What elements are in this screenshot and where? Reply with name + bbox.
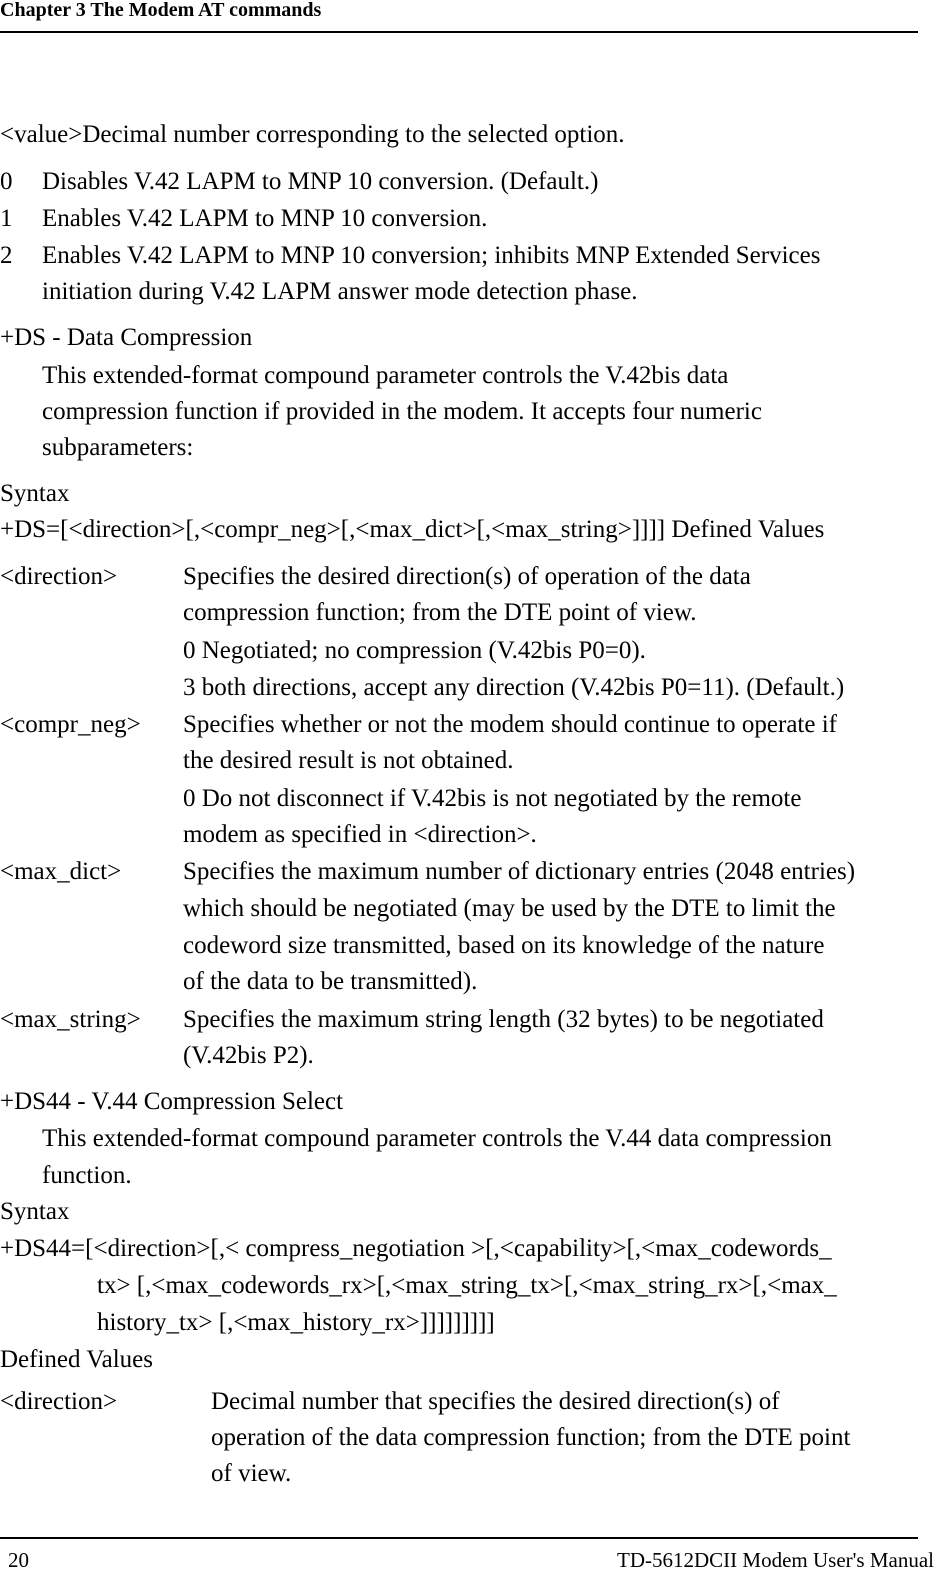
param-desc: Decimal number that specifies the desired direction(s) of (211, 1388, 780, 1415)
param-name: <max_dict> (0, 858, 122, 885)
param-name: <max_string> (0, 1006, 141, 1033)
ds44-syntax-label: Syntax (0, 1198, 70, 1225)
ds-syntax-line: +DS=[<direction>[,<compr_neg>[,<max_dict>[,<max_string>]]]] Defined Values (0, 516, 825, 543)
param-desc: codeword size transmitted, based on its knowledge of the nature (183, 932, 825, 959)
ds-syntax-label: Syntax (0, 480, 70, 507)
param-desc: Specifies the maximum number of dictionary entries (2048 entries) (183, 858, 856, 885)
param-desc: 3 both directions, accept any direction (V.42bis P0=11). (Default.) (183, 674, 845, 701)
param-desc: operation of the data compression function; from the DTE point (211, 1424, 851, 1451)
header-rule (0, 31, 918, 33)
chapter-header: Chapter 3 The Modem AT commands (0, 0, 322, 21)
ds44-syntax-line: +DS44=[<direction>[,< compress_negotiation >[,<capability>[,<max_codewords_ (0, 1235, 832, 1262)
param-name: <direction> (0, 1388, 118, 1415)
ds44-defined-values-label: Defined Values (0, 1346, 153, 1373)
param-desc: the desired result is not obtained. (183, 747, 514, 774)
option-text: Enables V.42 LAPM to MNP 10 conversion; inhibits MNP Extended Services (42, 242, 821, 269)
param-desc: of the data to be transmitted). (183, 968, 478, 995)
ds44-syntax-line: history_tx> [,<max_history_rx>]]]]]]]]] (97, 1309, 495, 1336)
ds44-syntax-line: tx> [,<max_codewords_rx>[,<max_string_tx>[,<max_string_rx>[,<max_ (97, 1272, 837, 1299)
param-desc: Specifies the maximum string length (32 bytes) to be negotiated (183, 1006, 824, 1033)
ds44-description: function. (42, 1162, 132, 1189)
option-text: Enables V.42 LAPM to MNP 10 conversion. (42, 205, 488, 232)
param-desc: compression function; from the DTE point of view. (183, 599, 697, 626)
param-desc: 0 Negotiated; no compression (V.42bis P0=0). (183, 637, 646, 664)
ds44-heading: +DS44 - V.44 Compression Select (0, 1088, 344, 1115)
option-number: 0 (0, 168, 13, 195)
ds-description: compression function if provided in the modem. It accepts four numeric (42, 398, 762, 425)
param-name: <direction> (0, 563, 118, 590)
manual-title: TD-5612DCII Modem User's Manual (617, 1548, 934, 1572)
option-text: initiation during V.42 LAPM answer mode detection phase. (42, 278, 638, 305)
ds-description: This extended-format compound parameter controls the V.42bis data (42, 362, 729, 389)
page-number: 20 (8, 1548, 29, 1572)
param-desc: Specifies the desired direction(s) of operation of the data (183, 563, 751, 590)
ds-heading: +DS - Data Compression (0, 324, 253, 351)
param-desc: which should be negotiated (may be used by the DTE to limit the (183, 895, 836, 922)
option-text: Disables V.42 LAPM to MNP 10 conversion. (Default.) (42, 168, 599, 195)
param-desc: 0 Do not disconnect if V.42bis is not negotiated by the remote (183, 785, 802, 812)
param-desc: modem as specified in <direction>. (183, 821, 537, 848)
param-desc: of view. (211, 1460, 292, 1487)
footer-rule (0, 1537, 918, 1539)
value-description: <value>Decimal number corresponding to the selected option. (0, 121, 625, 148)
param-desc: Specifies whether or not the modem should continue to operate if (183, 711, 837, 738)
ds44-description: This extended-format compound parameter controls the V.44 data compression (42, 1125, 832, 1152)
param-name: <compr_neg> (0, 711, 141, 738)
option-number: 1 (0, 205, 13, 232)
ds-description: subparameters: (42, 434, 194, 461)
option-number: 2 (0, 242, 13, 269)
param-desc: (V.42bis P2). (183, 1042, 314, 1069)
